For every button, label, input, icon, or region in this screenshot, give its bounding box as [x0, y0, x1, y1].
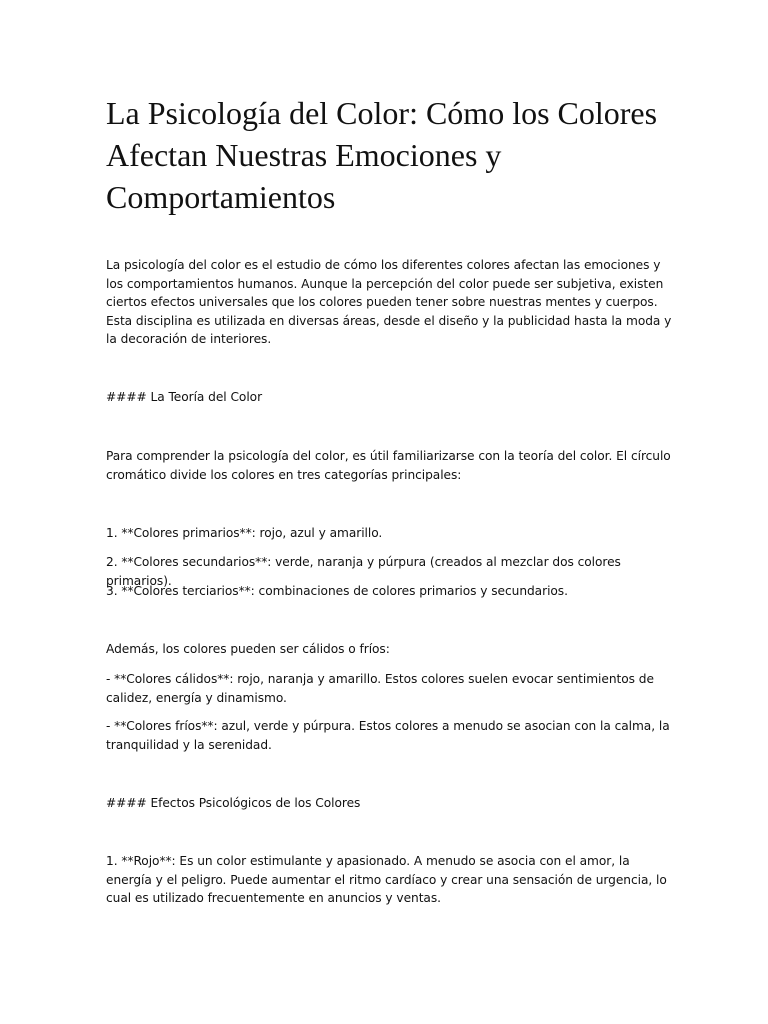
intro-paragraph: La psicología del color es el estudio de cómo los diferentes colores afectan las emociones y los comportamientos humanos. Aunque la percepción del color puede ser subjetiva, existen ciertos efectos universales que los colores pueden tener sobre nuestras mentes y cuerpos. Esta disciplina es utilizada en diversas áreas, desde el diseño y la publicidad hasta la moda y la decoración de interiores.: [106, 258, 672, 347]
warm-cold-intro: Además, los colores pueden ser cálidos o fríos:: [106, 642, 390, 656]
warm-colors-item: - **Colores cálidos**: rojo, naranja y amarillo. Estos colores suelen evocar sentimientos de calidez, energía y dinamismo.: [106, 672, 654, 705]
category-item: 2. **Colores secundarios**: verde, naranja y púrpura (creados al mezclar dos colores primarios).: [106, 555, 621, 588]
theory-intro-paragraph: Para comprender la psicología del color, es útil familiarizarse con la teoría del color. El círculo cromático divide los colores en tres categorías principales:: [106, 449, 671, 482]
document-title: La Psicología del Color: Cómo los Colores Afectan Nuestras Emociones y Comportamientos: [106, 95, 658, 215]
heading-theory: #### La Teoría del Color: [106, 390, 263, 404]
category-item: 3. **Colores terciarios**: combinaciones de colores primarios y secundarios.: [106, 584, 568, 598]
heading-effects: #### Efectos Psicológicos de los Colores: [106, 796, 361, 810]
effect-item: 1. **Rojo**: Es un color estimulante y apasionado. A menudo se asocia con el amor, la energía y el peligro. Puede aumentar el ritmo cardíaco y crear una sensación de urgencia, lo cual es utilizado frecuentemente en anuncios y ventas.: [106, 854, 667, 906]
cold-colors-item: - **Colores fríos**: azul, verde y púrpura. Estos colores a menudo se asocian con la calma, la tranquilidad y la serenidad.: [106, 719, 670, 752]
category-item: 1. **Colores primarios**: rojo, azul y amarillo.: [106, 526, 383, 540]
